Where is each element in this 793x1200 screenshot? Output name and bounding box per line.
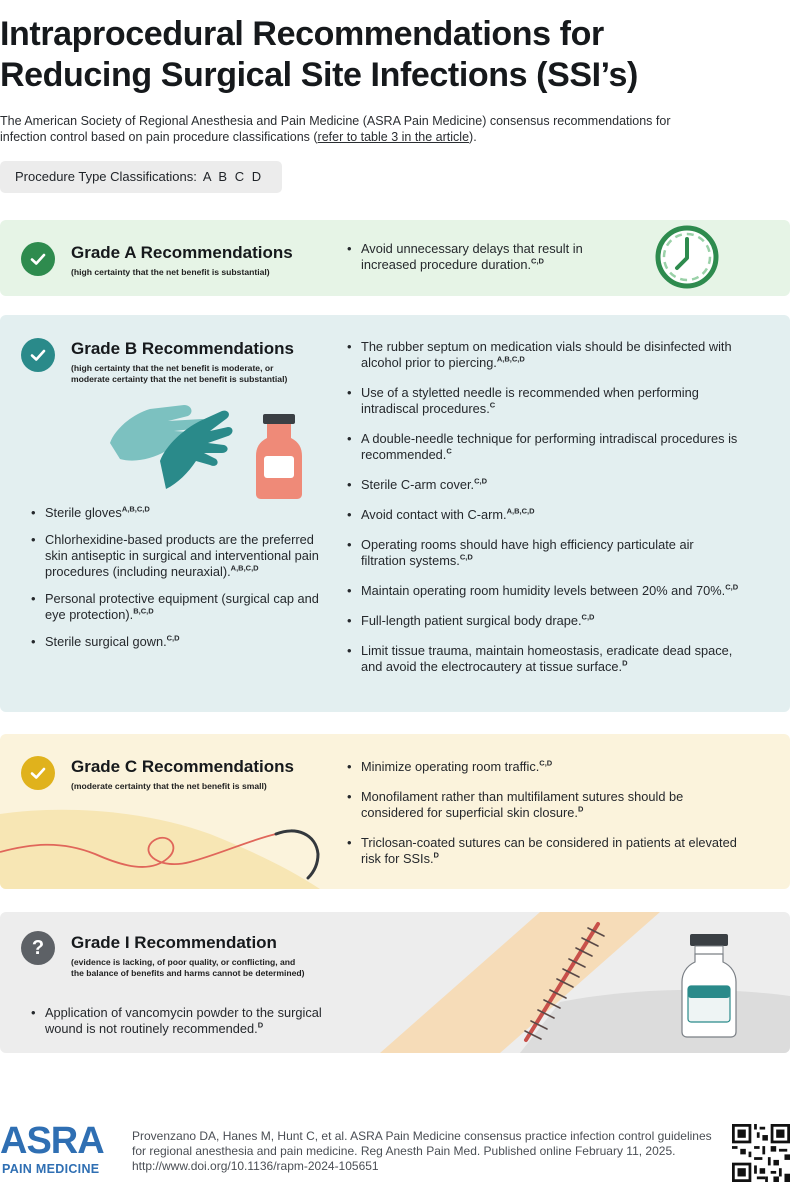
list-item: • A double-needle technique for performing intradiscal procedures is recommended.$^C$	[345, 431, 740, 463]
list-item: • Full-length patient surgical body drape.$^{C,D}$	[345, 613, 740, 629]
grade-i-card	[0, 912, 790, 1053]
list-item: • Limit tissue trauma, maintain homeostasis, eradicate dead space, and avoid the electrocautery at tissue surface.$^D$	[345, 643, 740, 675]
list-item: • The rubber septum on medication vials should be disinfected with alcohol prior to piercing.$^{A,B,C,D}$	[345, 339, 740, 371]
list-item: • Chlorhexidine-based products are the preferred skin antiseptic in surgical and interventional pain procedures (including neuraxial).$^{A,B,C,D}$	[29, 532, 319, 580]
sutured-wound-icon	[380, 912, 660, 1053]
gloves-icon	[104, 401, 236, 493]
clock-icon	[654, 224, 720, 290]
intro-end: ).	[469, 130, 477, 144]
grade-b-title: Grade B Recommendations	[71, 339, 294, 358]
grade-c-title: Grade C Recommendations	[71, 757, 294, 776]
list-item: • Operating rooms should have high efficiency particulate air filtration systems.$^{C,D}$	[345, 537, 740, 569]
vancomycin-vial-icon	[680, 934, 738, 1038]
grade-a-subtitle: (high certainty that the net benefit is substantial)	[71, 267, 270, 277]
list-item: • Sterile surgical gown.$^{C,D}$	[29, 634, 319, 650]
list-item: • Personal protective equipment (surgical cap and eye protection).$^{B,C,D}$	[29, 591, 319, 623]
grade-a-list	[345, 241, 615, 273]
logo-main: ASRA	[0, 1120, 104, 1162]
grade-i-list	[29, 1005, 359, 1037]
grade-a-card	[0, 220, 790, 296]
medication-vial-icon	[254, 414, 304, 500]
list-item: • Use of a styletted needle is recommended when performing intradiscal procedures.$^C$	[345, 385, 740, 417]
grade-b-right-list	[345, 339, 740, 675]
title-line-2: Reducing Surgical Site Infections (SSI’s)	[0, 56, 638, 94]
grade-i-subtitle: (evidence is lacking, of poor quality, or conflicting, and the balance of benefits and harms cannot be determined)	[71, 957, 305, 978]
grade-b-card	[0, 315, 790, 712]
classification-pill	[0, 161, 282, 193]
intro-paragraph	[0, 113, 700, 145]
suture-needle-icon	[0, 800, 330, 880]
list-item: • Application of vancomycin powder to the surgical wound is not routinely recommended.$^D$	[29, 1005, 359, 1037]
list-item: • Sterile C-arm cover.$^{C,D}$	[345, 477, 740, 493]
grade-c-subtitle: (moderate certainty that the net benefit is small)	[71, 781, 267, 791]
list-item: • Minimize operating room traffic.$^{C,D}$	[345, 759, 745, 775]
citation-text: Provenzano DA, Hanes M, Hunt C, et al. ASRA Pain Medicine consensus practice infection control guidelines for regional anesthesia and pain medicine. Reg Anesth Pain Med. Published online February 11, 2025. http://www.doi.org/10.1136/rapm-2024-105651	[132, 1129, 712, 1173]
grade-a-title: Grade A Recommendations	[71, 243, 293, 262]
list-item: • Maintain operating room humidity levels between 20% and 70%.$^{C,D}$	[345, 583, 740, 599]
check-icon	[21, 756, 55, 790]
classification-letters: A B C D	[202, 169, 264, 184]
list-item: • Avoid contact with C-arm.$^{A,B,C,D}$	[345, 507, 740, 523]
table-reference-link[interactable]: refer to table 3 in the article	[317, 130, 470, 144]
grade-i-title: Grade I Recommendation	[71, 933, 277, 952]
intro-text: The American Society of Regional Anesthesia and Pain Medicine (ASRA Pain Medicine) consensus recommendations for infection control based on pain procedure classifications (	[0, 114, 671, 144]
list-item: • Avoid unnecessary delays that result in increased procedure duration.$^{C,D}$	[345, 241, 615, 273]
qr-code-icon[interactable]	[732, 1124, 790, 1182]
question-icon: ?	[21, 931, 55, 965]
classification-label: Procedure Type Classifications:	[15, 169, 197, 184]
grade-c-list	[345, 759, 745, 867]
list-item: • Triclosan-coated sutures can be considered in patients at elevated risk for SSIs.$^D$	[345, 835, 745, 867]
list-item: • Sterile gloves$^{A,B,C,D}$	[29, 505, 319, 521]
asra-logo	[0, 1121, 114, 1181]
check-icon	[21, 242, 55, 276]
grade-c-card	[0, 734, 790, 889]
grade-b-subtitle: (high certainty that the net benefit is moderate, or moderate certainty that the net benefit is substantial)	[71, 363, 288, 384]
page-title	[0, 14, 780, 96]
logo-sub: PAIN MEDICINE	[2, 1162, 100, 1176]
grade-b-left-list	[29, 505, 319, 650]
check-icon	[21, 338, 55, 372]
title-line-1: Intraprocedural Recommendations for	[0, 15, 604, 53]
list-item: • Monofilament rather than multifilament sutures should be considered for superficial skin closure.$^D$	[345, 789, 745, 821]
